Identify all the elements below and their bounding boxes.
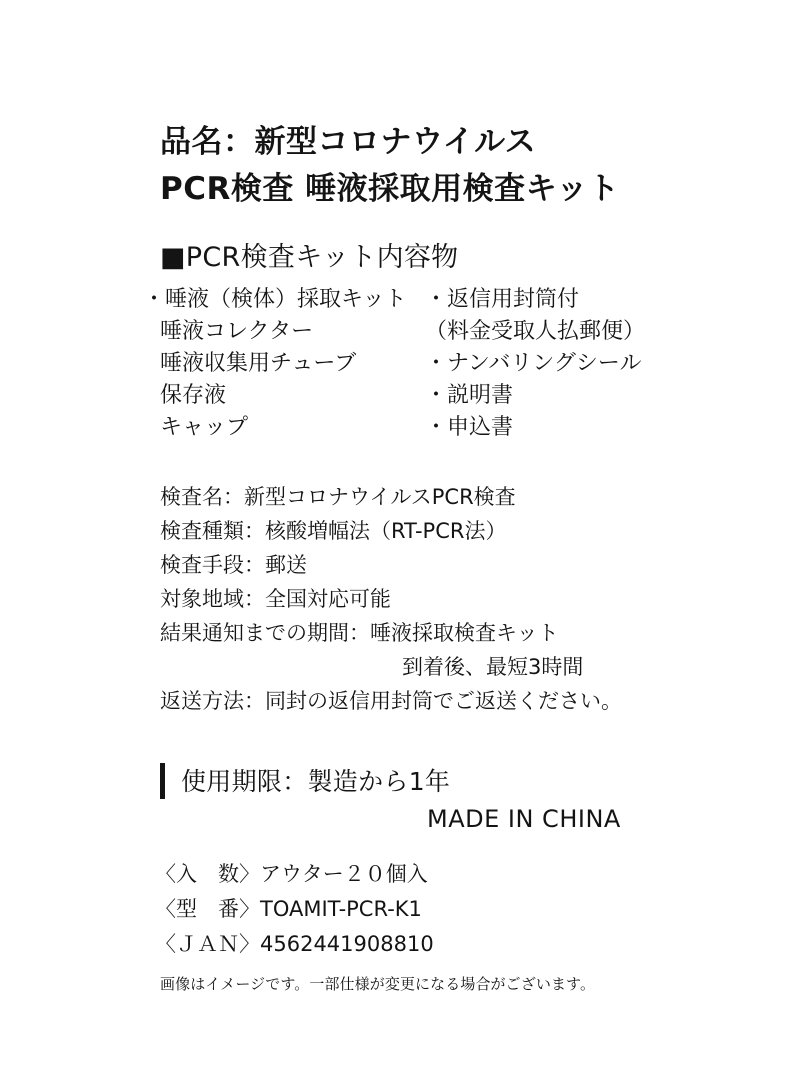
contents-item: ・唾液（検体）採取キット <box>143 287 407 312</box>
spec-test-method: 検査手段：郵送 <box>160 553 307 577</box>
disclaimer-note: 画像はイメージです。一部仕様が変更になる場合がございます。 <box>160 975 596 993</box>
spec-test-type: 検査種類：核酸増幅法（RT-PCR法） <box>160 519 507 543</box>
contents-heading: ■PCR検査キット内容物 <box>160 242 459 273</box>
expiry-text: 使用期限：製造から1年 <box>181 767 451 796</box>
contents-item: （料金受取人払郵便） <box>425 319 646 344</box>
contents-item: ・説明書 <box>425 383 514 408</box>
spec-test-name: 検査名：新型コロナウイルスPCR検査 <box>160 485 516 509</box>
product-codes <box>155 857 434 962</box>
quantity-code: 〈入 数〉アウター２０個入 <box>155 862 428 886</box>
contents-item: 唾液収集用チューブ <box>160 351 357 376</box>
model-code: 〈型 番〉TOAMIT-PCR-K1 <box>155 897 422 921</box>
spec-return-method: 返送方法：同封の返信用封筒でご返送ください。 <box>160 689 622 713</box>
product-title-line1: 品名：新型コロナウイルス <box>160 124 537 160</box>
contents-left-column <box>143 284 407 444</box>
contents-item: 唾液コレクター <box>160 319 314 344</box>
expiry-marker-bar <box>160 763 165 799</box>
spec-target-area: 対象地域：全国対応可能 <box>160 587 391 611</box>
contents-item: ・返信用封筒付 <box>425 287 580 312</box>
spec-result-period: 結果通知までの期間：唾液採取検査キット <box>160 621 559 645</box>
contents-item: キャップ <box>160 415 249 440</box>
contents-item: ・申込書 <box>425 415 514 440</box>
spec-result-period-cont: 到着後、最短3時間 <box>402 655 584 679</box>
jan-code: 〈ＪＡＮ〉4562441908810 <box>155 932 434 956</box>
product-title-line2: PCR検査 唾液採取用検査キット <box>160 171 620 207</box>
origin-text: MADE IN CHINA <box>427 805 621 833</box>
contents-item: 保存液 <box>160 383 227 408</box>
contents-item: ・ナンバリングシール <box>425 351 642 376</box>
spec-list <box>160 480 622 718</box>
contents-right-column <box>425 284 645 444</box>
